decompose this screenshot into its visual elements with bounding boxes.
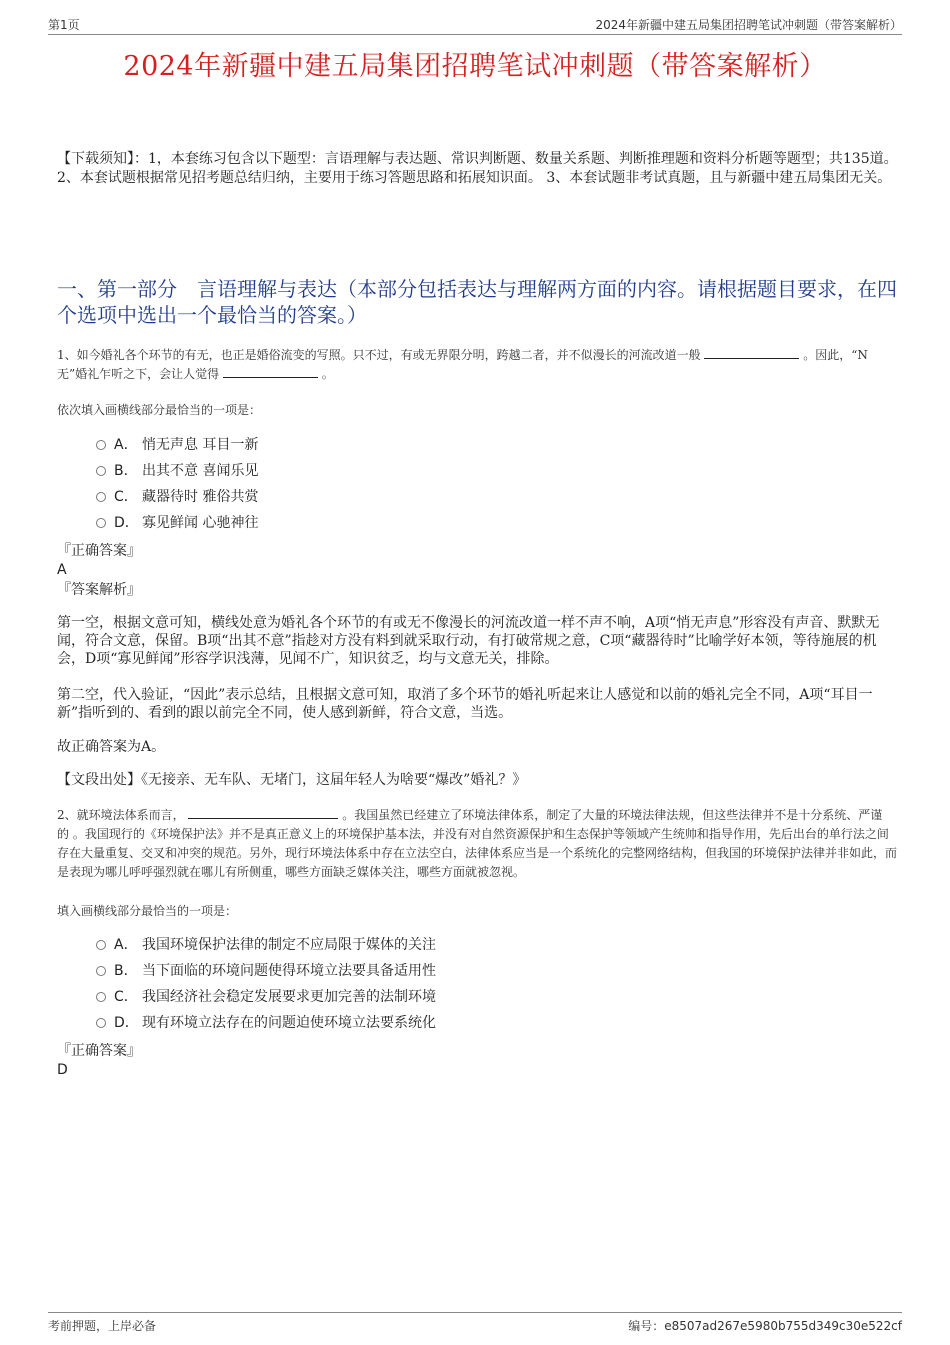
radio-icon[interactable] [96,992,106,1002]
question-2-stem-part-b: 。我国虽然已经建立了环境法律体系，制定了大量的环境法律法规，但这些法律并不是十分系统、严谨 的 。我国现行的《环境保护法》并不是真正意义上的环境保护基本法，并没有对自然资源保护和生态保护等领域产生统帅和指导作用，先后出台的单行法之间存在大量重复、交叉和冲突的规范。另外，现行环境法体系中存在立法空白，法律体系应当是一个系统化的完整网络结构，但我国的环境保护法律并非如此，而是表现为哪儿呼呼强烈就在哪儿有所侧重，哪些方面缺乏媒体关注，哪些方面就被忽视。 [57,808,898,879]
question-1-analysis-label: 『答案解析』 [57,582,141,598]
question-1-instruction: 依次填入画横线部分最恰当的一项是： [57,403,262,417]
question-1-stem-part-b: 。因此，“N无”婚礼乍听之下，会让人觉得 [57,348,868,381]
analysis-paragraph-2: 第二空，代入验证，“因此”表示总结，且根据文意可知，取消了多个环节的婚礼听起来让人感觉和以前的婚礼完全不同，A项“耳目一新”指听到的、看到的跟以前完全不同，使人感到新鲜，符合文意，当选。 [57,687,873,721]
footer-slogan: 考前押题，上岸必备 [48,1319,157,1333]
download-notice: 【下载须知】：1，本套练习包含以下题型：言语理解与表达题、常识判断题、数量关系题、判断推理题和资料分析题等题型；共135道。 2、本套试题根据常见招考题总结归纳，主要用于练习答题思路和拓展知识面。 3、本套试题非考试真题，且与新疆中建五局集团无关。 [57,151,898,186]
radio-icon[interactable] [96,518,106,528]
footer-code [628,1317,902,1334]
question-1-options [96,432,258,536]
question-1-stem [57,346,897,384]
option-text: 寡见鲜闻 心驰神往 [142,515,259,531]
option-b[interactable] [96,458,258,484]
radio-icon[interactable] [96,1018,106,1028]
option-letter: A． [114,437,138,453]
text-source: 【文段出处】《无接亲、无车队、无堵门，这届年轻人为啥要“爆改”婚礼？》 [57,772,527,788]
question-1-stem-part-c: 。 [321,367,334,381]
page-number: 第1页 [48,18,80,32]
option-letter: D． [114,515,139,531]
option-b[interactable] [96,958,436,984]
answer-blank-3 [188,806,338,819]
question-1-stem-part-a: 1、如今婚礼各个环节的有无，也正是婚俗流变的写照。只不过，有或无界限分明，跨越二者，并不似漫长的河流改道一般 [57,348,701,362]
question-2-answer: D [57,1062,68,1078]
header-doc-title: 2024年新疆中建五局集团招聘笔试冲刺题（带答案解析） [595,18,902,32]
option-d[interactable] [96,510,258,536]
page-header [48,14,902,35]
analysis-conclusion: 故正确答案为A。 [57,739,166,755]
option-c[interactable] [96,484,258,510]
question-1-answer: A [57,562,67,578]
radio-icon[interactable] [96,492,106,502]
option-letter: A． [114,937,138,953]
option-text: 出其不意 喜闻乐见 [142,463,259,479]
analysis-paragraph-1: 第一空，根据文意可知，横线处意为婚礼各个环节的有或无不像漫长的河流改道一样不声不响，A项“悄无声息”形容没有声音、默默无闻，符合文意，保留。B项“出其不意”指趁对方没有料到就采取行动，有打破常规之意，C项“藏器待时”比喻学好本领，等待施展的机会，D项“寡见鲜闻”形容学识浅薄，见闻不广，知识贫乏，均与文意无关，排除。 [57,615,880,667]
option-letter: B． [114,963,138,979]
option-letter: C． [114,989,138,1005]
radio-icon[interactable] [96,940,106,950]
option-text: 悄无声息 耳目一新 [142,437,259,453]
radio-icon[interactable] [96,466,106,476]
answer-blank-1 [704,346,799,359]
option-c[interactable] [96,984,436,1010]
option-text: 我国环境保护法律的制定不应局限于媒体的关注 [142,937,436,953]
section-title: 一、第一部分 言语理解与表达（本部分包括表达与理解两方面的内容。请根据题目要求，在四个选项中选出一个最恰当的答案。） [57,277,897,327]
option-text: 当下面临的环境问题使得环境立法要具备适用性 [142,963,436,979]
question-2-instruction: 填入画横线部分最恰当的一项是： [57,904,238,918]
answer-blank-2 [223,365,318,378]
radio-icon[interactable] [96,440,106,450]
document-title: 2024年新疆中建五局集团招聘笔试冲刺题（带答案解析） [123,51,827,82]
option-d[interactable] [96,1010,436,1036]
question-2-answer-label: 『正确答案』 [57,1043,141,1059]
option-text: 藏器待时 雅俗共赏 [142,489,259,505]
page-footer [48,1312,902,1333]
option-text: 现有环境立法存在的问题迫使环境立法要系统化 [142,1015,436,1031]
option-a[interactable] [96,932,436,958]
option-text: 我国经济社会稳定发展要求更加完善的法制环境 [142,989,436,1005]
option-letter: D． [114,1015,139,1031]
question-1-answer-label: 『正确答案』 [57,543,141,559]
option-a[interactable] [96,432,258,458]
footer-code-label: 编号： [628,1319,665,1333]
footer-code-value: e8507ad267e5980b755d349c30e522cf [664,1319,902,1333]
question-2-stem [57,806,897,882]
option-letter: C． [114,489,138,505]
radio-icon[interactable] [96,966,106,976]
question-2-options [96,932,436,1036]
question-2-stem-part-a: 2、就环境法体系而言， [57,808,185,822]
option-letter: B． [114,463,138,479]
